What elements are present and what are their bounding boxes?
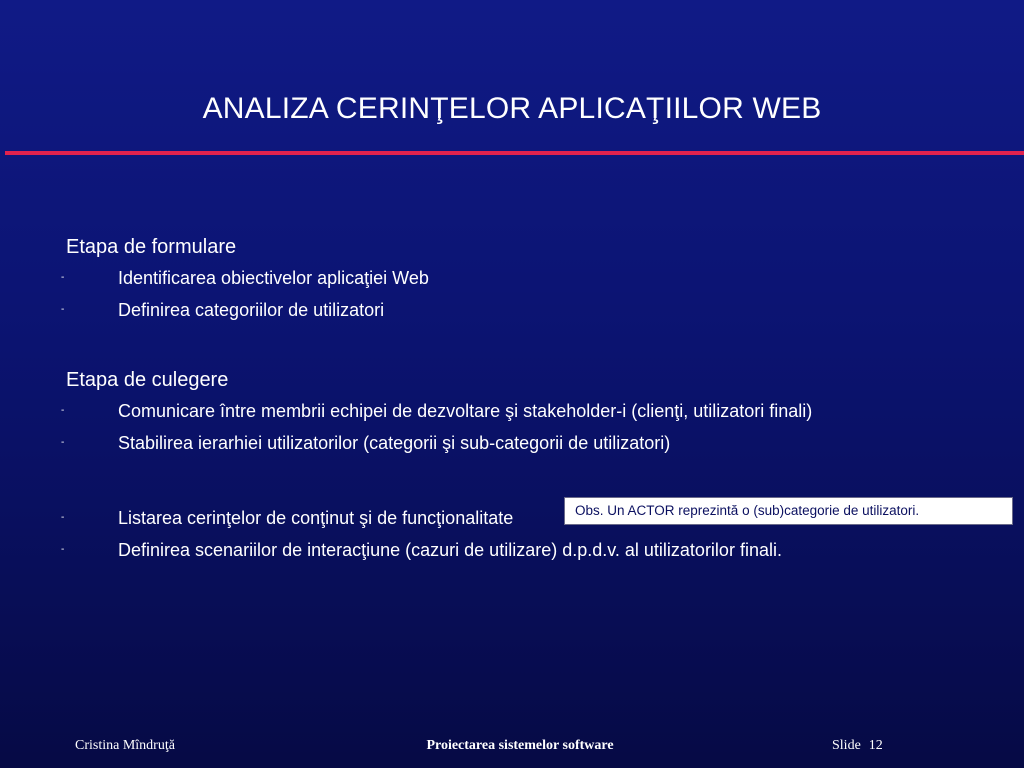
bullet-item bbox=[61, 537, 938, 563]
footer-author: Cristina Mîndruţă bbox=[75, 738, 175, 753]
bullet-item bbox=[61, 398, 938, 424]
slide-title: ANALIZA CERINŢELOR APLICAŢIILOR WEB bbox=[202, 92, 822, 125]
bullet-item bbox=[61, 265, 938, 291]
bullet-dash: - bbox=[61, 304, 65, 315]
bullet-text: Comunicare între membrii echipei de dezvoltare şi stakeholder-i (clienţi, utilizatori finali) bbox=[118, 401, 813, 421]
bullet-dash: - bbox=[61, 512, 65, 523]
slide-label: Slide bbox=[832, 738, 861, 753]
bullet-text: Definirea scenariilor de interacţiune (cazuri de utilizare) d.p.d.v. al utilizatorilor finali. bbox=[118, 540, 782, 560]
footer-slide-number bbox=[832, 738, 883, 754]
slide-number: 12 bbox=[868, 738, 883, 753]
note-callout: Obs. Un ACTOR reprezintă o (sub)categorie de utilizatori. bbox=[564, 497, 1013, 525]
bullet-dash: - bbox=[61, 405, 65, 416]
bullet-dash: - bbox=[61, 272, 65, 283]
bullet-item bbox=[61, 430, 938, 456]
bullet-dash: - bbox=[61, 437, 65, 448]
bullet-text: Definirea categoriilor de utilizatori bbox=[118, 300, 385, 320]
section-heading-culegere: Etapa de culegere bbox=[66, 369, 229, 391]
title-divider bbox=[5, 151, 1024, 155]
bullet-text: Identificarea obiectivelor aplicaţiei Web bbox=[118, 268, 429, 288]
bullet-text: Listarea cerinţelor de conţinut şi de funcţionalitate bbox=[118, 508, 514, 528]
bullet-text: Stabilirea ierarhiei utilizatorilor (categorii şi sub-categorii de utilizatori) bbox=[118, 433, 671, 453]
footer-course-title: Proiectarea sistemelor software bbox=[426, 738, 614, 753]
section-heading-formulare: Etapa de formulare bbox=[66, 236, 237, 258]
bullet-dash: - bbox=[61, 544, 65, 555]
bullet-item bbox=[61, 297, 938, 323]
